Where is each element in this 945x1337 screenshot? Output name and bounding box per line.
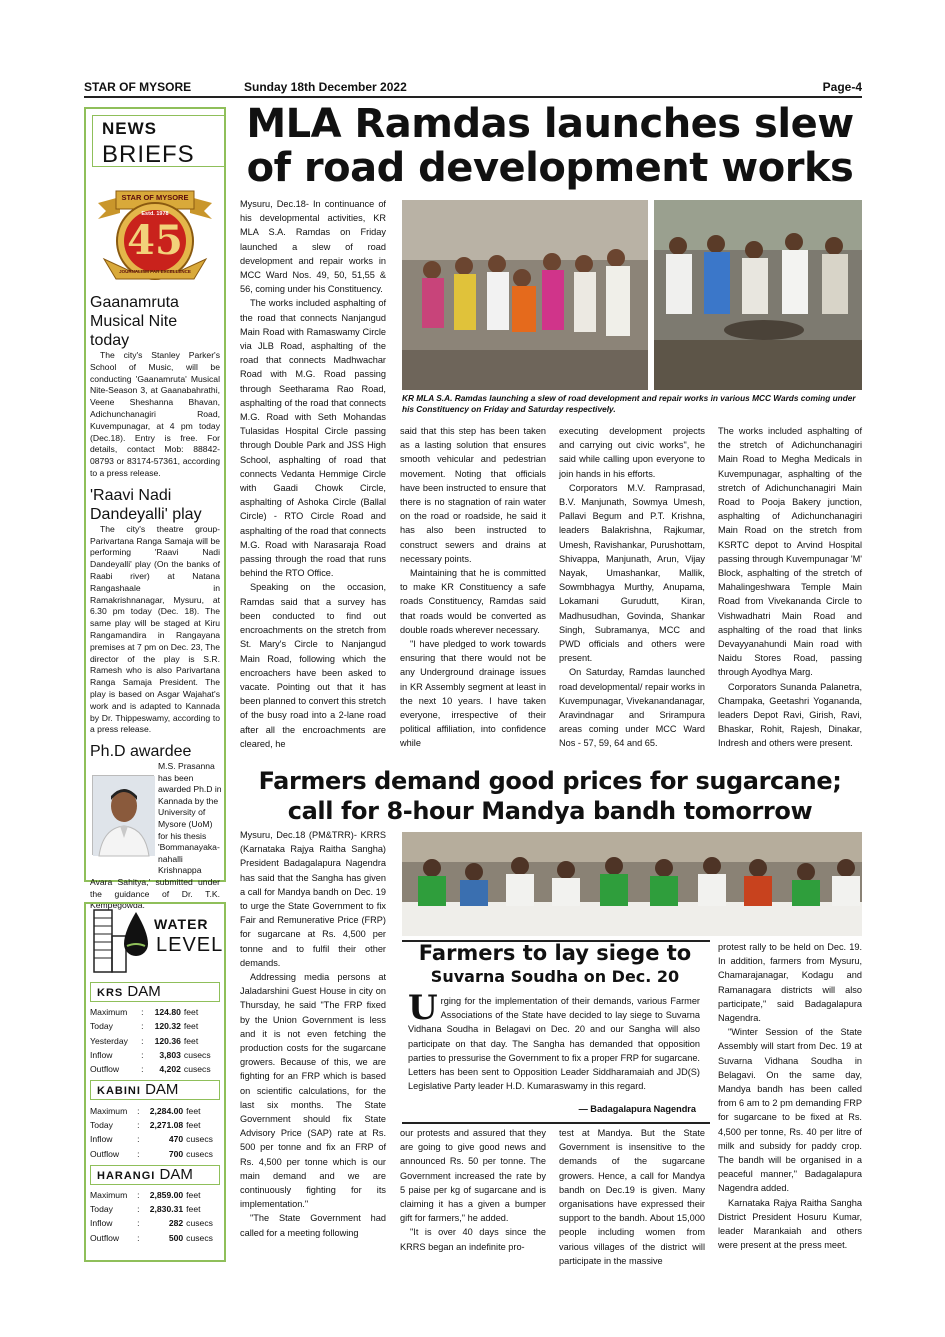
brief-title: Ph.D awardee [90, 743, 192, 761]
dam-suffix: DAM [127, 983, 161, 1000]
dam-suffix: DAM [145, 1081, 179, 1099]
brief-item [90, 293, 220, 480]
logo-estd-text: Estd. 1978 [141, 211, 169, 217]
logo-top-text: STAR OF MYSORE [121, 193, 189, 202]
briefs-word: BRIEFS [102, 141, 195, 168]
brief-title: Gaanamruta Musical Nite today [90, 294, 179, 349]
table-row: Maximum : 2,859.00 feet [90, 1189, 201, 1200]
paragraph: The works included asphalting of the road that connects Nanjangud Main Road with Ramaswamy Circle via JLB Road, asphalting of the road that connects Madhwachar Road with M.G. Road passing through Seetharama Rao Road, asphalting of the road that connects M.G. Road with Seth Mohandas Tulasidas Hospital Circle passing through Double Park and JSS High School, asphalting of road that connects Vedanta Hemmige Circle with Gaadi Chowk Circle, asphalting of Ashoka Circle (Ballal Circle) - RTO Circle Road and asphalting of the road that connects M.G. Road with Narasaraja Road passing through the road that runs behind the RTO Office. [240, 298, 386, 579]
person-portrait-icon [93, 776, 155, 856]
paragraph: said that this step has been taken as a lasting solution that ensures smooth vehicular and pedestrian movement. Noting that officials have been instructed to ensure that there is no stagnation of rain water on the road or roadside, he said it has also been instructed to construct sewers and drains at necessary points. [400, 426, 546, 564]
dam-heading [90, 1080, 220, 1100]
farmers-press-meet-photo [402, 832, 862, 936]
table-row: Today : 2,271.08 feet [90, 1119, 201, 1130]
story2-column-1 [240, 828, 386, 1266]
dam-name: KABINI [97, 1085, 141, 1098]
paper-name: STAR OF MYSORE [84, 80, 192, 94]
table-row: Inflow : 470 cusecs [90, 1134, 213, 1145]
story2-column-3 [559, 1126, 705, 1266]
water-level-header [90, 904, 224, 978]
masthead-rule [84, 96, 862, 98]
table-row: Today : 2,830.31 feet [90, 1204, 201, 1215]
paragraph: Mysuru, Dec.18 (PM&TRR)- KRRS (Karnataka Rajya Raitha Sangha) President Badagalapura Nagendra has said that the Sangha has given a call for Mandya bandh on Dec. 19 to urge the State Government to fix Fair and Remunerative Price (FRP) for sugarcane at Rs. 4,500 per tonne and to fulfil their other demands. [240, 830, 386, 968]
box-paragraph: rging for the implementation of their demands, various Farmer Associations of the State have decided to lay siege to Suvarna Vidhana Soudha in Belagavi on Dec. 20 and our Sangha will also participate on that day. The Sangha has demanded that opposition parties to pressurise the Government to fix a proper FRP for sugarcane. Letters has been sent to Opposition Leader Siddharamaiah and JD(S) Legislative Party leader H.D. Kumaraswamy in this regard. [408, 996, 700, 1092]
table-row: Today : 120.32 feet [90, 1021, 199, 1032]
phd-bottom-text: Avara Sahitya,' submitted under the guidance of Dr. T.K. Kempegowda. [90, 877, 220, 911]
dam-block-harangi [90, 1165, 220, 1245]
table-row: Inflow : 282 cusecs [90, 1218, 213, 1229]
dam-table [90, 1188, 220, 1245]
ceremony-photo-icon [402, 200, 648, 390]
siege-box-text [408, 988, 700, 1093]
table-row: Yesterday : 120.36 feet [90, 1035, 199, 1046]
logo-number: 45 [127, 217, 183, 264]
story1-column-2 [400, 424, 546, 763]
headline-line: call for 8-hour Mandya bandh tomorrow [287, 797, 813, 825]
level-word: LEVEL [156, 934, 224, 956]
ramdas-photo-1 [402, 200, 648, 390]
headline-line: of road development works [246, 145, 854, 191]
phd-brief [90, 742, 220, 912]
ground-breaking-photo-icon [654, 200, 862, 390]
paragraph: "The State Government had called for a meeting following [240, 1213, 386, 1238]
dam-table [90, 1103, 220, 1160]
paragraph: executing development projects and carrying out civic works", he said while calling upon everyone to join hands in his efforts. [559, 426, 705, 479]
paragraph: Corporators Sunanda Palanetra, Champaka, Geetashri Yogananda, leaders Depot Ravi, Girish, Ravi, Bhaskar, Rohit, Rajesh, Dinakar, Indresh and others were present. [718, 681, 862, 749]
box-title-line: Suvarna Soudha on Dec. 20 [430, 967, 680, 986]
dam-heading [90, 1165, 220, 1185]
paragraph: Maintaining that he is committed to make KR Constituency a safe roads Constituency, Ramdas said that roads would be converted as double roads wherever necessary. [400, 568, 546, 635]
brief-text: The city's theatre group-Parivartana Ranga Samaja will be performing 'Raavi Nadi Dandeyalli' play (On the banks of Raabi river) at Natana Rangashaale in Ramakrishnanagar, Mysuru, at 6.30 pm today (Dec. 18). The same play will be staged at Kiru Rangamandira in Rangayana premises at 7 pm on Dec. 23, The director of the play is S.R. Ramesh who is also Parivartana Ranga Samaja President. The play is based on Asgar Wajahat's work and is adapted to Kannada by Dr. Thippeswamy, according to a press release. [90, 523, 220, 735]
paragraph: Karnataka Rajya Raitha Sangha District President Hosuru Kumar, leader Marankaiah and others were present at the press meet. [718, 1197, 862, 1251]
table-row: Maximum : 2,284.00 feet [90, 1105, 201, 1116]
dam-table [90, 1005, 220, 1076]
story2-headline [238, 766, 862, 826]
water-word: WATER [154, 916, 209, 932]
dam-block-kabini [90, 1080, 220, 1160]
paragraph: The works included asphalting of the stretch of Adichunchanagiri Main Road to Megha Medicals in Kuvempunagar, asphalting of the stretch of Adichunchanagiri Main Road to Pooja Bakery junction, asphalting of Adichunchanagiri Main Road on the stretch from KSRTC depot to Arvind Hospital passing through Kuvempunagar 'M' Block, asphalting of the stretch of Mahalingeshwara Temple Main Road from Vivekananda Circle to Vishwadhatri Main Road and asphalting of the road that links Devayyanahundi Main road with Naidu Stores Road, passing through Ayodhya Marg. [718, 426, 862, 678]
news-briefs-panel [84, 107, 226, 911]
awardee-photo [92, 775, 154, 855]
paragraph: Corporators M.V. Ramprasad, B.V. Manjunath, Sowmya Umesh, Pallavi Begum and P.T. Krishna, leaders Balakrishna, Rajkumar, Umesh, Ravishankar, Purushottam, Shivappa, Manjunath, Arun, Vijay Nayak, Umashankar, Mallik, Sowmbhagya Murthy, Anupama, Lokamani Gurudutt, Kiran, Madhusudhan, Govinda, Shankar Singh, Subramanya, MCC and PWD officials and others were present. [559, 482, 705, 664]
story2-column-4 [718, 940, 862, 1266]
brief-text: The city's Stanley Parker's School of Music, will be conducting 'Gaanamruta' Musical Nite-Season 3, at Gaanabahrathi, Veene Sheshanna Bhavan, Adichunchanagiri Road, Kuvempunagar, at 4 pm today (Dec.18). Entry is free. For details, contact Mob: 88842-08793 or 83174-57361, according to a press release. [90, 350, 220, 478]
story2-column-2 [400, 1126, 546, 1266]
paragraph: Mysuru, Dec.18- In continuance of his developmental activities, KR MLA S.A. Ramdas on Friday launched a slew of road development and repair works in MCC Ward Nos. 49, 50, 51,55 & 56, coming under his Constituency. [240, 199, 386, 295]
paragraph: "It is over 40 days since the KRRS began an indefinite pro- [400, 1227, 546, 1252]
ramdas-photo-2 [654, 200, 862, 390]
table-row: Outflow : 700 cusecs [90, 1148, 213, 1159]
paragraph: our protests and assured that they are going to give good news and announced Rs. 50 per tonne. The Government increased the rate by 5 paise per kg of sugarcane and is claiming it has a given a bumper gift for farmers," he added. [400, 1128, 546, 1224]
anniversary-logo [90, 179, 220, 289]
box-title-line: Farmers to lay siege to [418, 941, 692, 965]
dam-name: HARANGI [97, 1169, 156, 1182]
paragraph: On Saturday, Ramdas launched road developmental/ repair works in Kuvempunagar, Vivekanandanagar, Aravindnagar and Srirampura areas coming under MCC Ward Nos - 57, 59, 64 and 65. [559, 667, 705, 749]
photo-caption: KR MLA S.A. Ramdas launching a slew of road development and repair works in various MCC Wards coming under his Constituency on Friday and Saturday respectively. [402, 393, 856, 414]
paragraph: protest rally to be held on Dec. 19. In addition, farmers from Mysuru, Chamarajanagar, Kodagu and Ramanagara districts will also participate," said Badagalapura Nagendra. [718, 942, 862, 1024]
news-word: NEWS [102, 119, 157, 138]
paragraph: Addressing media persons at Jaladarshini Guest House in city on Thursday, he said "The FRP fixed by the Union Government is less and it is not even fetching the production costs for the sugarcane growers. Because of this, we are fighting for an FRP which is based on scientific calculations, for the last six months. The State Government should fix State Advisory Price (SAP) rate at Rs. 500 per tonne and fix an FRP of Rs. 4,500 per tonne which is our main demand and we are continuously fighting for its implementation." [240, 972, 386, 1210]
siege-box-heading [402, 940, 708, 988]
brief-title: 'Raavi Nadi Dandeyalli' play [90, 486, 202, 523]
dam-name: KRS [97, 987, 124, 999]
water-gauge-icon [90, 906, 160, 976]
paragraph: "I have pledged to work towards ensuring that there would not be any Underground drainage issues in KR Assembly segment at least in the next 10 years. I have taken everyone, irrespective of their political affiliation, into confidence while [400, 639, 546, 749]
phd-side-text: M.S. Prasanna has been awarded Ph.D in Kannada by the University of Mysore (UoM) for his thesis 'Bommanayaka-nahalli Krishnappa [158, 761, 222, 876]
paragraph: Speaking on the occasion, Ramdas said that a survey has been conducted to find out encroachments on the stretch from St. Mary's Circle to Nanjangud Main Road, following which the encroachers have been asked to vacate. Pointing out that it has been planned to convert this stretch of the busy road into a 2-lane road after all the encroachments are cleared, he [240, 582, 386, 749]
brief-item [90, 486, 220, 736]
box-byline: — Badagalapura Nagendra [578, 1104, 696, 1114]
story1-headline [238, 102, 862, 190]
water-level-panel [84, 902, 226, 1262]
page-number: Page-4 [822, 80, 862, 94]
dam-suffix: DAM [159, 1165, 193, 1183]
story1-column-1 [240, 197, 386, 763]
paragraph: test at Mandya. But the State Government is insensitive to the demands of the sugarcane growers. Hence, a call for Mandya bandh on Dec.19 is given. Many organisations have expressed their support to the bandh. About 15,000 people including women from various villages of the district will participate in the massive [559, 1128, 705, 1266]
story1-column-3 [559, 424, 705, 763]
table-row: Maximum : 124.80 feet [90, 1007, 199, 1018]
story1-column-4 [718, 424, 862, 763]
headline-line: Farmers demand good prices for sugarcane; [258, 767, 842, 795]
news-briefs-header [90, 113, 220, 169]
paragraph: "Winter Session of the State Assembly will start from Dec. 19 at Suvarna Vidhana Soudha in Belagavi. On the same day, Mandya bandh has been called from 6 am to 2 pm demanding FRP for sugarcane to be fixed at Rs. 4,500 per tonne, Rs. 40 per litre of milk and subsidy for paddy crop. The bandh will be organised in a peaceful manner," Badagalapura Nagendra added. [718, 1027, 862, 1194]
dam-heading [90, 982, 220, 1002]
table-row: Outflow : 500 cusecs [90, 1232, 213, 1243]
dam-block-krs [90, 982, 220, 1076]
table-row: Inflow : 3,803 cusecs [90, 1050, 211, 1061]
press-meet-photo-icon [402, 832, 862, 936]
issue-date: Sunday 18th December 2022 [244, 80, 407, 94]
table-row: Outflow : 4,202 cusecs [90, 1064, 211, 1075]
logo-motto: JOURNALISM PAR EXCELLENCE [119, 269, 191, 274]
headline-line: MLA Ramdas launches slew [246, 101, 854, 147]
drop-cap: U [408, 988, 438, 1028]
box-bottom-rule [402, 1122, 710, 1124]
